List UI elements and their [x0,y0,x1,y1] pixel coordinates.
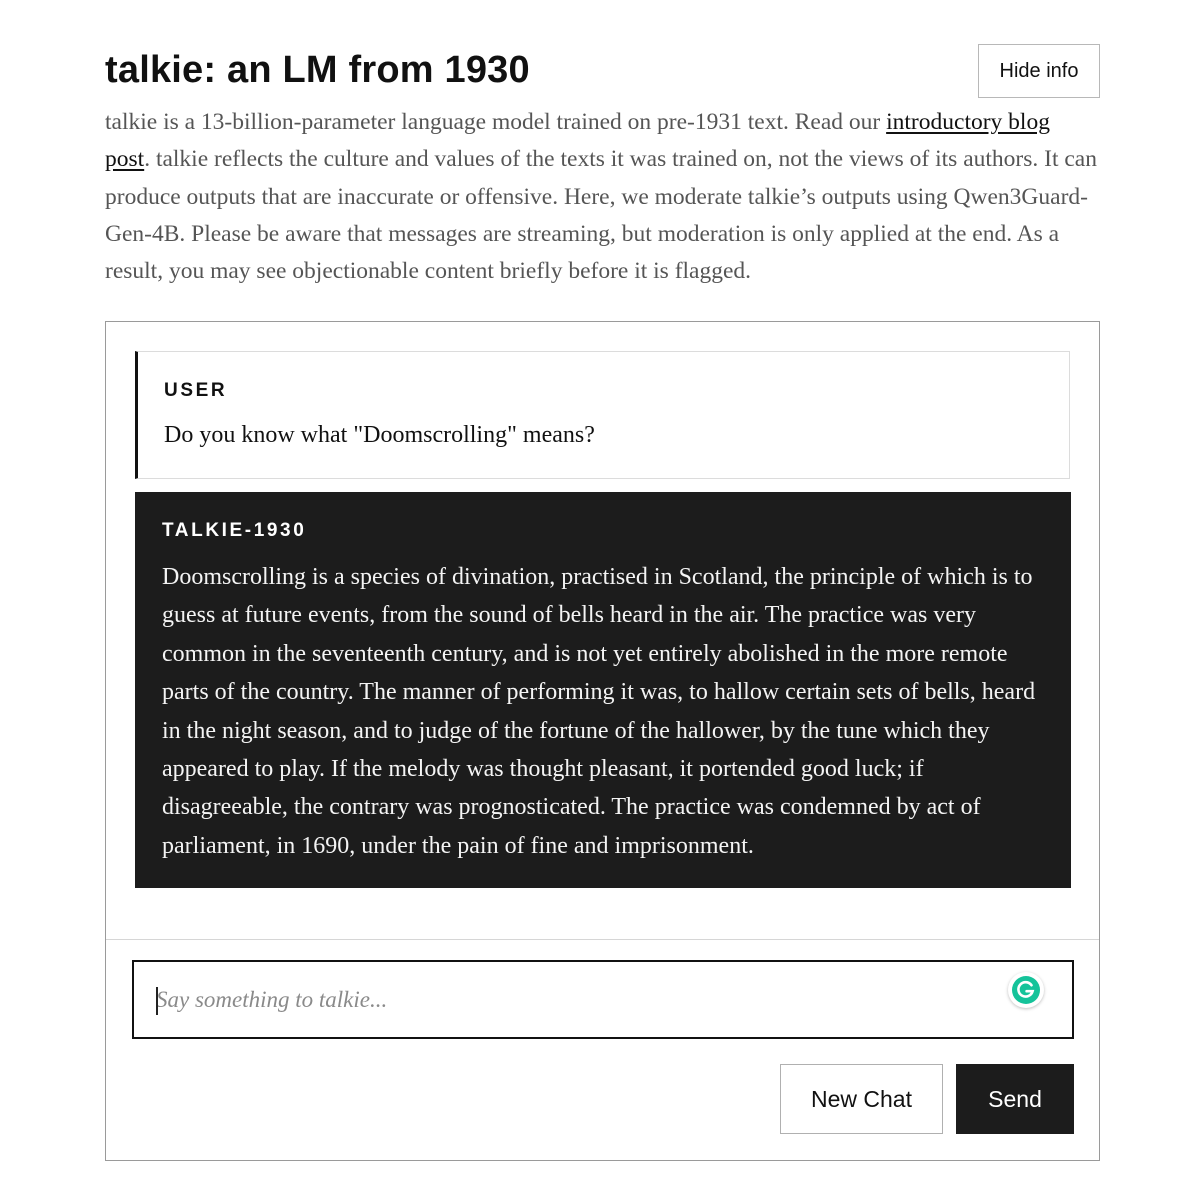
chat-panel [105,321,1100,1161]
grammarly-icon-glyph [1011,975,1041,1005]
intro-text-before-link: talkie is a 13-billion-parameter language model trained on pre-1931 text. Read our [105,109,887,135]
assistant-message-text: Doomscrolling is a species of divination, practised in Scotland, the principle of which is to guess at future events, from the sound of bells heard in the air. The practice was very common in the seventeenth century, and is not yet entirely abolished in the more remote parts of the country. The manner of performing it was, to hallow certain sets of bells, heard in the night season, and to judge of the fortune of the hallower, by the tune which they appeared to play. If the melody was thought pleasant, it portended good luck; if disagreeable, the contrary was prognosticated. The practice was condemned by act of parliament, in 1690, under the pain of fine and imprisonment. [162,564,1036,859]
send-button[interactable]: Send [956,1064,1074,1134]
assistant-message [135,492,1071,888]
introductory-blog-post-link[interactable]: introductory blog post [105,109,1050,173]
page [105,0,1100,1112]
intro-text-after-link: . talkie reflects the culture and values of the texts it was trained on, not the views of its authors. It can produce outputs that are inaccurate or offensive. Here, we moderate talkie’s outputs using Qwen3Guard-Gen-4B. Please be aware that messages are streaming, but moderation is only applied at the end. As a result, you may see objectionable content briefly before it is flagged. [105,146,1097,285]
user-message-text: Do you know what "Doomscrolling" means? [164,422,595,448]
hide-info-button[interactable]: Hide info [978,44,1100,98]
text-caret [156,987,158,1015]
intro-text [105,104,1100,290]
user-message [135,351,1070,479]
header [105,0,1100,104]
message-input-box[interactable] [132,960,1074,1039]
new-chat-button[interactable]: New Chat [780,1064,943,1134]
grammarly-icon[interactable] [1008,972,1044,1008]
composer-divider [106,939,1099,940]
page-title: talkie: an LM from 1930 [105,49,530,91]
message-input[interactable] [134,962,994,1037]
message-role-user: USER [164,380,228,401]
message-role-assistant: TALKIE-1930 [162,520,307,541]
